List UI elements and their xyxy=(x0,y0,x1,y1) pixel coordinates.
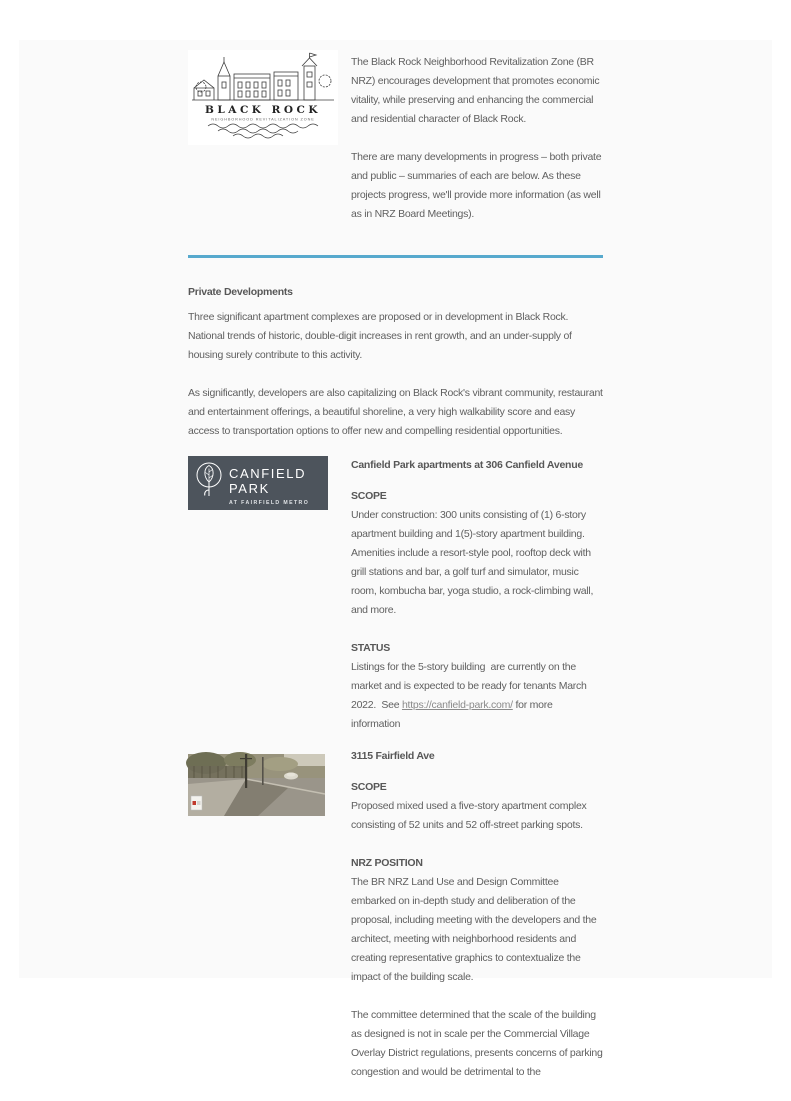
black-rock-logo xyxy=(188,50,338,145)
private-developments-paragraph-2: As significantly, developers are also capitalizing on Black Rock's vibrant community, restaurant and entertainment offerings, a beautiful shoreline, a very high walkability score and easy access to transportation options to offer new and compelling residential opportunities. xyxy=(188,387,606,437)
canfield-image-column xyxy=(188,456,338,510)
email-content-column xyxy=(188,40,606,1101)
private-developments-heading: Private Developments xyxy=(188,286,293,298)
fairfield-scope-text: Proposed mixed used a five-story apartment complex consisting of 52 units and 52 off-street parking spots. xyxy=(351,800,590,831)
fairfield-scope-label: SCOPE xyxy=(351,781,387,793)
black-rock-logo-drawing xyxy=(188,50,338,145)
private-developments-paragraph-1: Three significant apartment complexes are proposed or in development in Black Rock. National trends of historic, double-digit increases in rent growth, and an under-supply of housing surely contribute to this activity. xyxy=(188,311,575,361)
black-rock-logo-title: BLACK ROCK xyxy=(205,104,321,116)
intro-text-column xyxy=(338,50,603,243)
street-sign xyxy=(191,796,202,810)
black-rock-logo-subtitle: NEIGHBORHOOD REVITALIZATION ZONE xyxy=(211,117,315,122)
intro-image-column xyxy=(188,50,338,145)
canfield-scope-text: Under construction: 300 units consisting of (1) 6-story apartment building and 1(5)-story apartment building. Amenities include a resort-style pool, rooftop deck with grill stations and bar, a golf turf and simulator, music room, kombucha bar, yoga studio, a rock-climbing wall, and more. xyxy=(351,509,596,616)
intro-section xyxy=(188,50,603,243)
status-text-after-link: for more information xyxy=(351,699,556,730)
canfield-logo-line2: PARK xyxy=(229,481,270,496)
fairfield-section xyxy=(188,747,606,1101)
fairfield-image-column xyxy=(188,747,338,816)
email-body xyxy=(19,40,772,1078)
intro-paragraph-2: There are many developments in progress – both private and public – summaries of each are below. As these projects progress, we'll provide more information (as well as in NRZ Board Meetings). xyxy=(351,151,604,220)
canfield-status-label: STATUS xyxy=(351,642,390,654)
fairfield-title: 3115 Fairfield Ave xyxy=(351,750,435,762)
section-divider xyxy=(188,255,603,258)
canfield-park-logo xyxy=(188,456,328,510)
water-waves-icon xyxy=(208,124,318,138)
canfield-logo-line3: AT FAIRFIELD METRO xyxy=(229,500,310,506)
nrz-position-label: NRZ POSITION xyxy=(351,857,423,869)
canfield-park-section xyxy=(188,456,603,753)
intro-paragraph-1: The Black Rock Neighborhood Revitalization Zone (BR NRZ) encourages development that promotes economic vitality, while preserving and enhancing the commercial and residential character of Black Rock. xyxy=(351,56,603,125)
tree-icon xyxy=(196,82,206,92)
tree-icon xyxy=(319,75,331,87)
canfield-scope-label: SCOPE xyxy=(351,490,387,502)
nrz-position-paragraph-2: The committee determined that the scale of the building as designed is not in scale per the Commercial Village Overlay District regulations, presents concerns of parking congestion and would be detrimental to the xyxy=(351,1009,606,1078)
status-text-before-link: Listings for the 5-story building are currently on the market and is expected to be ready for tenants March 2022. See xyxy=(351,661,590,711)
canfield-logo-line1: CANFIELD xyxy=(229,466,307,481)
utility-pole xyxy=(262,757,264,785)
nrz-position-paragraph-1: The BR NRZ Land Use and Design Committee embarked on in-depth study and deliberation of the proposal, including meeting with the developers and the architect, meeting with neighborhood residents and creating representative graphics to contextualize the impact of the building scale. xyxy=(351,876,600,983)
fairfield-text-column xyxy=(338,747,606,1101)
canfield-title: Canfield Park apartments at 306 Canfield Avenue xyxy=(351,459,583,471)
canfield-status-text xyxy=(351,658,603,734)
street-photo xyxy=(188,754,325,816)
canfield-text-column xyxy=(338,456,603,753)
canfield-park-link[interactable]: https://canfield-park.com/ xyxy=(401,699,513,711)
